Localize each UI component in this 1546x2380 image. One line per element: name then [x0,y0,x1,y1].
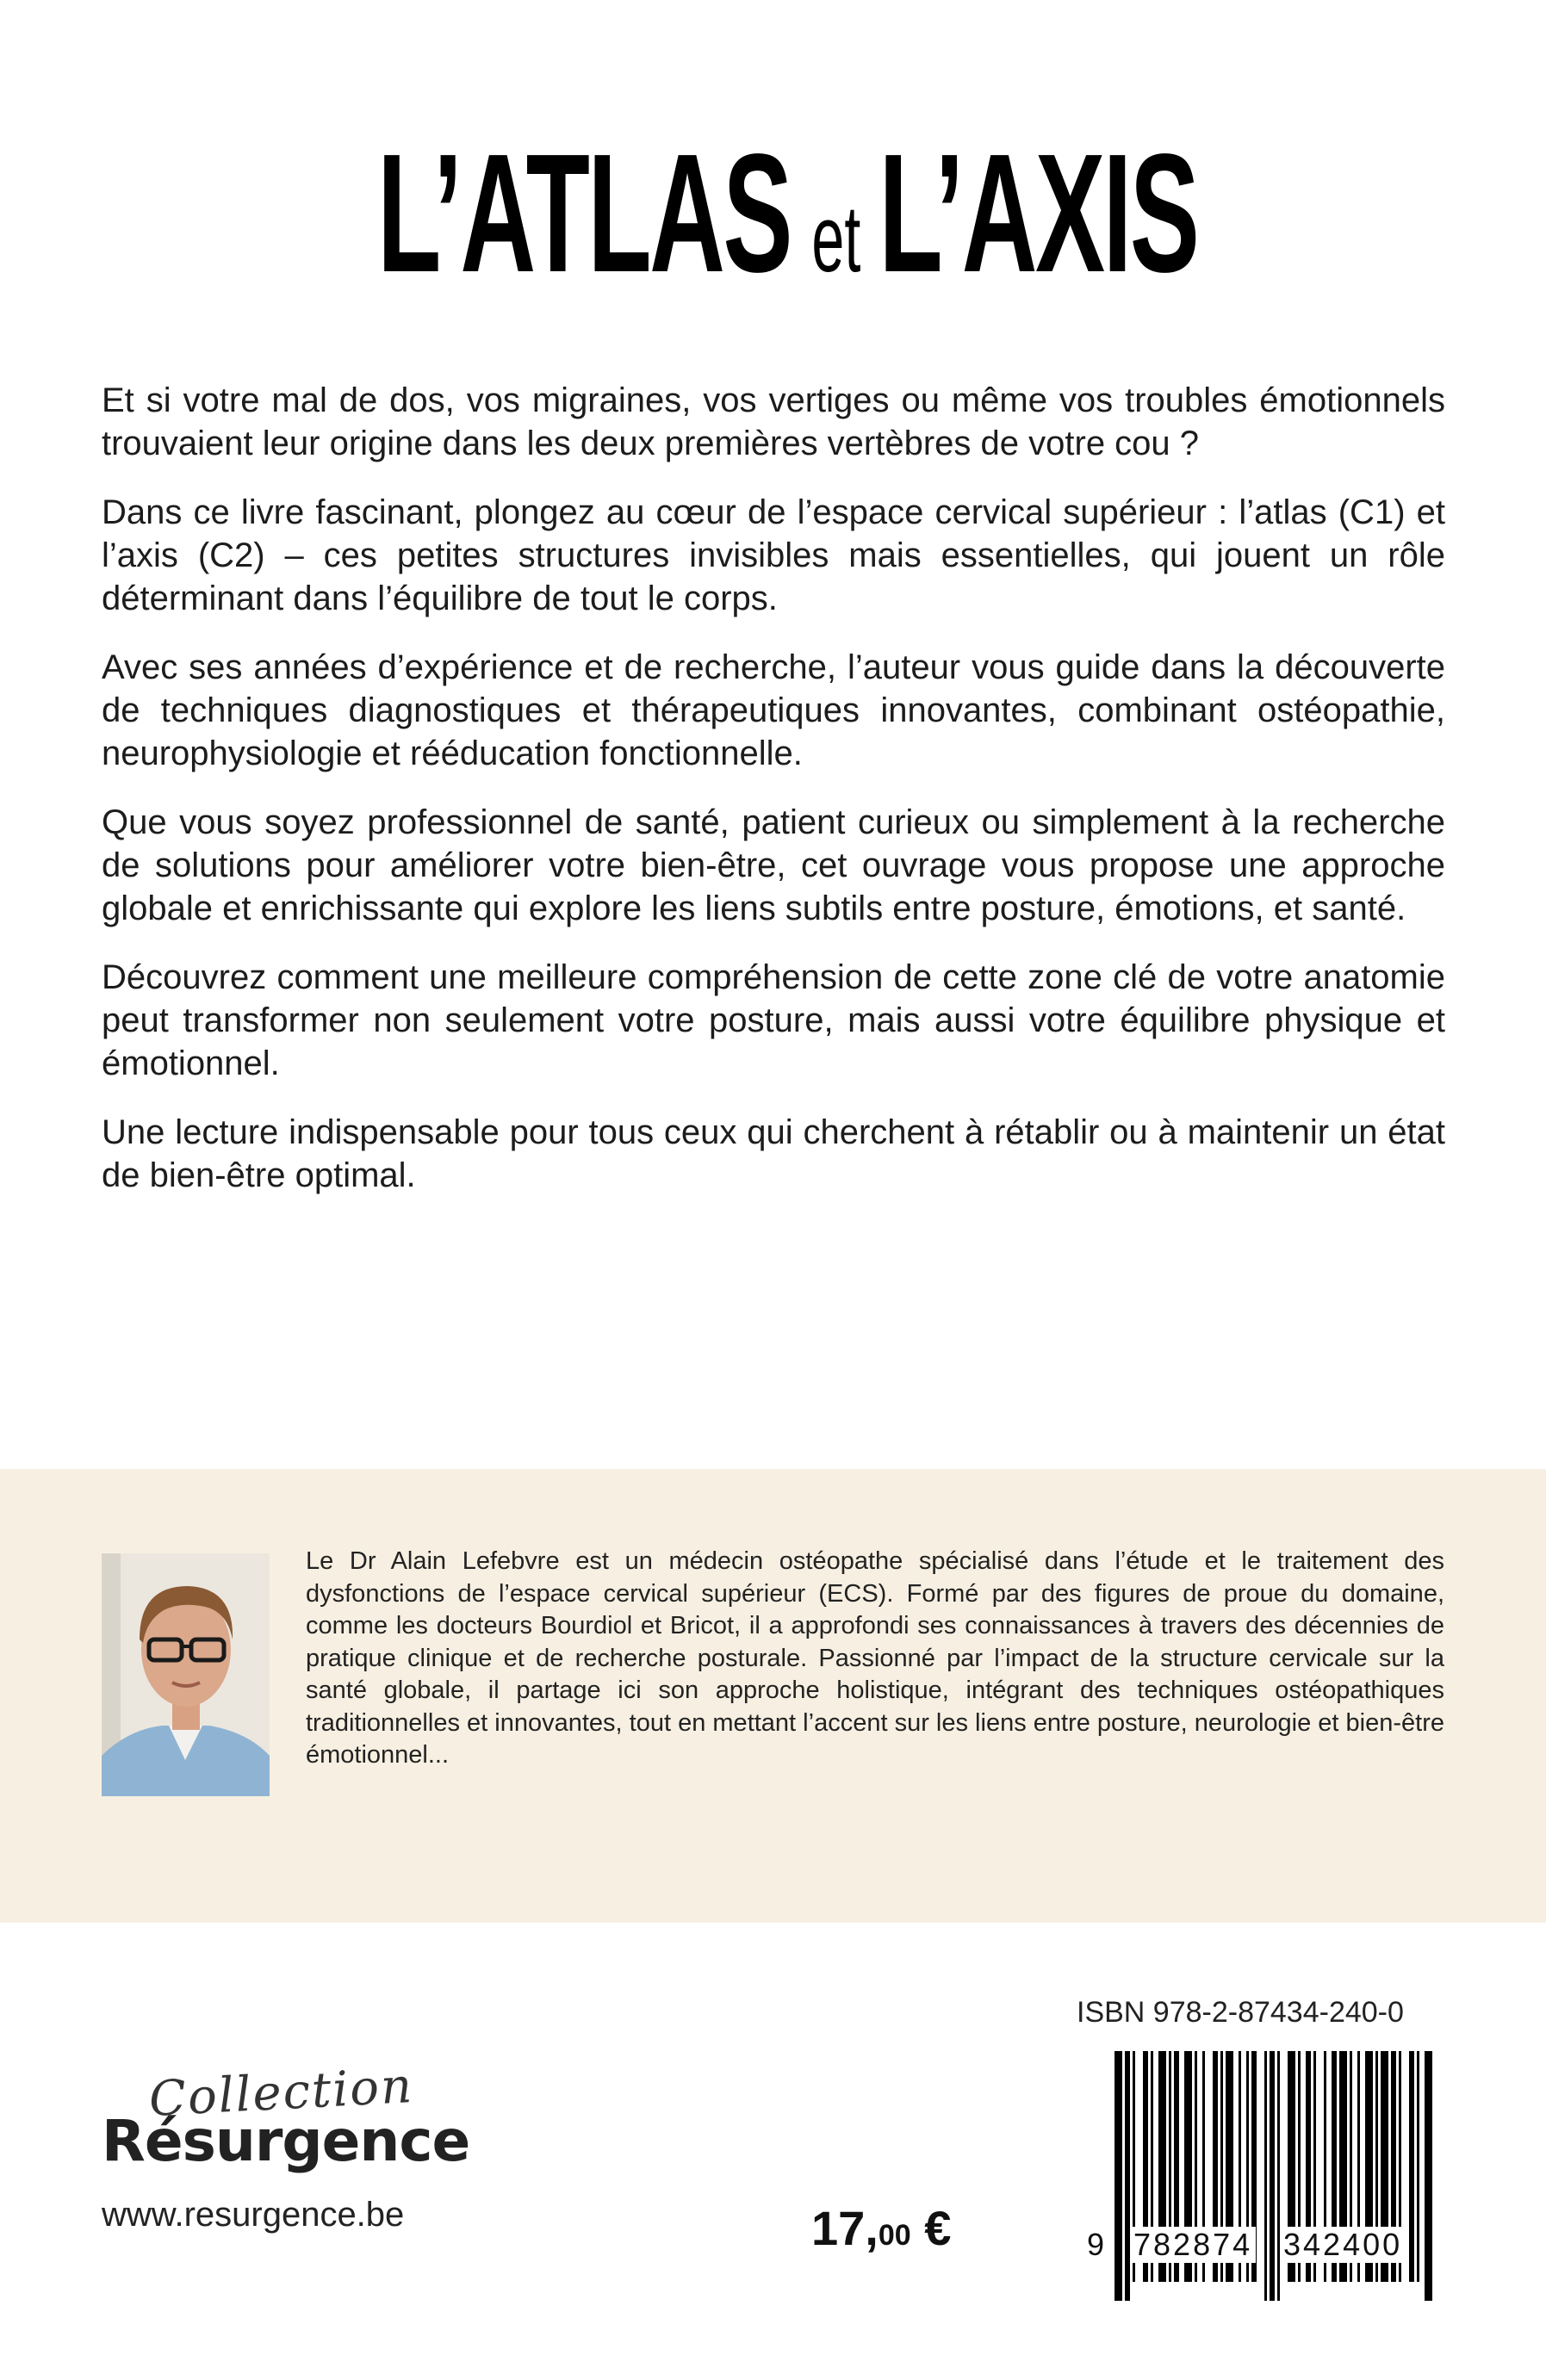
price-cents: 00 [878,2219,911,2252]
blurb-paragraph: Avec ses années d’expérience et de recherche, l’auteur vous guide dans la découverte de techniques diagnostiques et thérapeutiques innovantes, combinant ostéopathie, neurophysiologie et rééducation fonctionnelle. [102,648,1445,772]
blurb-paragraph: Découvrez comment une meilleure compréhension de cette zone clé de votre anatomie peut transformer non seulement votre posture, mais aussi votre équilibre physique et émotionnel. [102,958,1445,1082]
barcode-digit-group-2: 342400 [1280,2227,1406,2263]
barcode-bar [1425,2051,1432,2301]
barcode-digit-group-1: 782874 [1130,2227,1256,2263]
barcode-bar [1270,2051,1275,2301]
barcode-bar [1417,2051,1419,2282]
author-photo [102,1553,270,1796]
isbn: ISBN 978-2-87434-240-0 [1077,1996,1404,2029]
blurb-paragraph: Une lecture indispensable pour tous ceux qui cherchent à rétablir ou à maintenir un état de bien-être optimal. [102,1113,1445,1194]
publisher-website: www.resurgence.be [102,2196,405,2234]
publisher-logo [102,2058,481,2194]
price [811,2200,951,2256]
author-bio: Le Dr Alain Lefebvre est un médecin ostéopathe spécialisé dans l’étude et le traitement des dysfonctions de l’espace cervical supérieur (ECS). Formé par des figures de proue du domaine, comme les docteurs Bourdiol et Bricot, il a approfondi ses connaissances à travers des décennies de pratique clinique et de recherche posturale. Passionné par l’impact de la structure cervicale sur la santé globale, il partage ici son approche holistique, intégrant des techniques ostéopathiques traditionnelles et innovantes, tout en mettant l’accent sur les liens entre posture, neurologie et bien-être émotionnel... [306,1547,1444,1769]
blurb-paragraph: Et si votre mal de dos, vos migraines, vos vertiges ou même vos troubles émotionnels trouvaient leur origine dans les deux premières vertèbres de votre cou ? [102,381,1445,462]
barcode-first-digit: 9 [1083,2227,1108,2263]
logo-publisher-name: Résurgence [102,2108,470,2174]
title-connector: et [811,186,861,292]
title-part-2: L’AXIS [879,119,1198,307]
blurb-paragraph: Dans ce livre fascinant, plongez au cœur de l’espace cervical supérieur : l’atlas (C1) et l’axis (C2) – ces petites structures invisibles mais essentielles, qui jouent un rôle déterminant dans l’équilibre de tout le corps. [102,493,1445,617]
barcode-bar [1277,2051,1280,2301]
barcode-bar [1125,2051,1130,2301]
title-part-1: L’ATLAS [377,119,792,307]
barcode-bar [1114,2051,1122,2301]
author-portrait-image [102,1553,270,1796]
blurb-paragraph: Que vous soyez professionnel de santé, patient curieux ou simplement à la recherche de solutions pour améliorer votre bien-être, cet ouvrage vous propose une approche globale et enrichissante qui explore les liens subtils entre posture, émotions, et santé. [102,803,1445,927]
barcode-bar [1409,2051,1414,2282]
price-currency: € [924,2201,952,2255]
back-cover-blurb [102,379,1445,1223]
barcode-bar [1264,2051,1267,2301]
price-whole: 17, [811,2201,879,2255]
barcode [1111,2051,1434,2301]
book-title [0,119,1546,307]
logo-collection-text: Collection [147,2058,415,2128]
